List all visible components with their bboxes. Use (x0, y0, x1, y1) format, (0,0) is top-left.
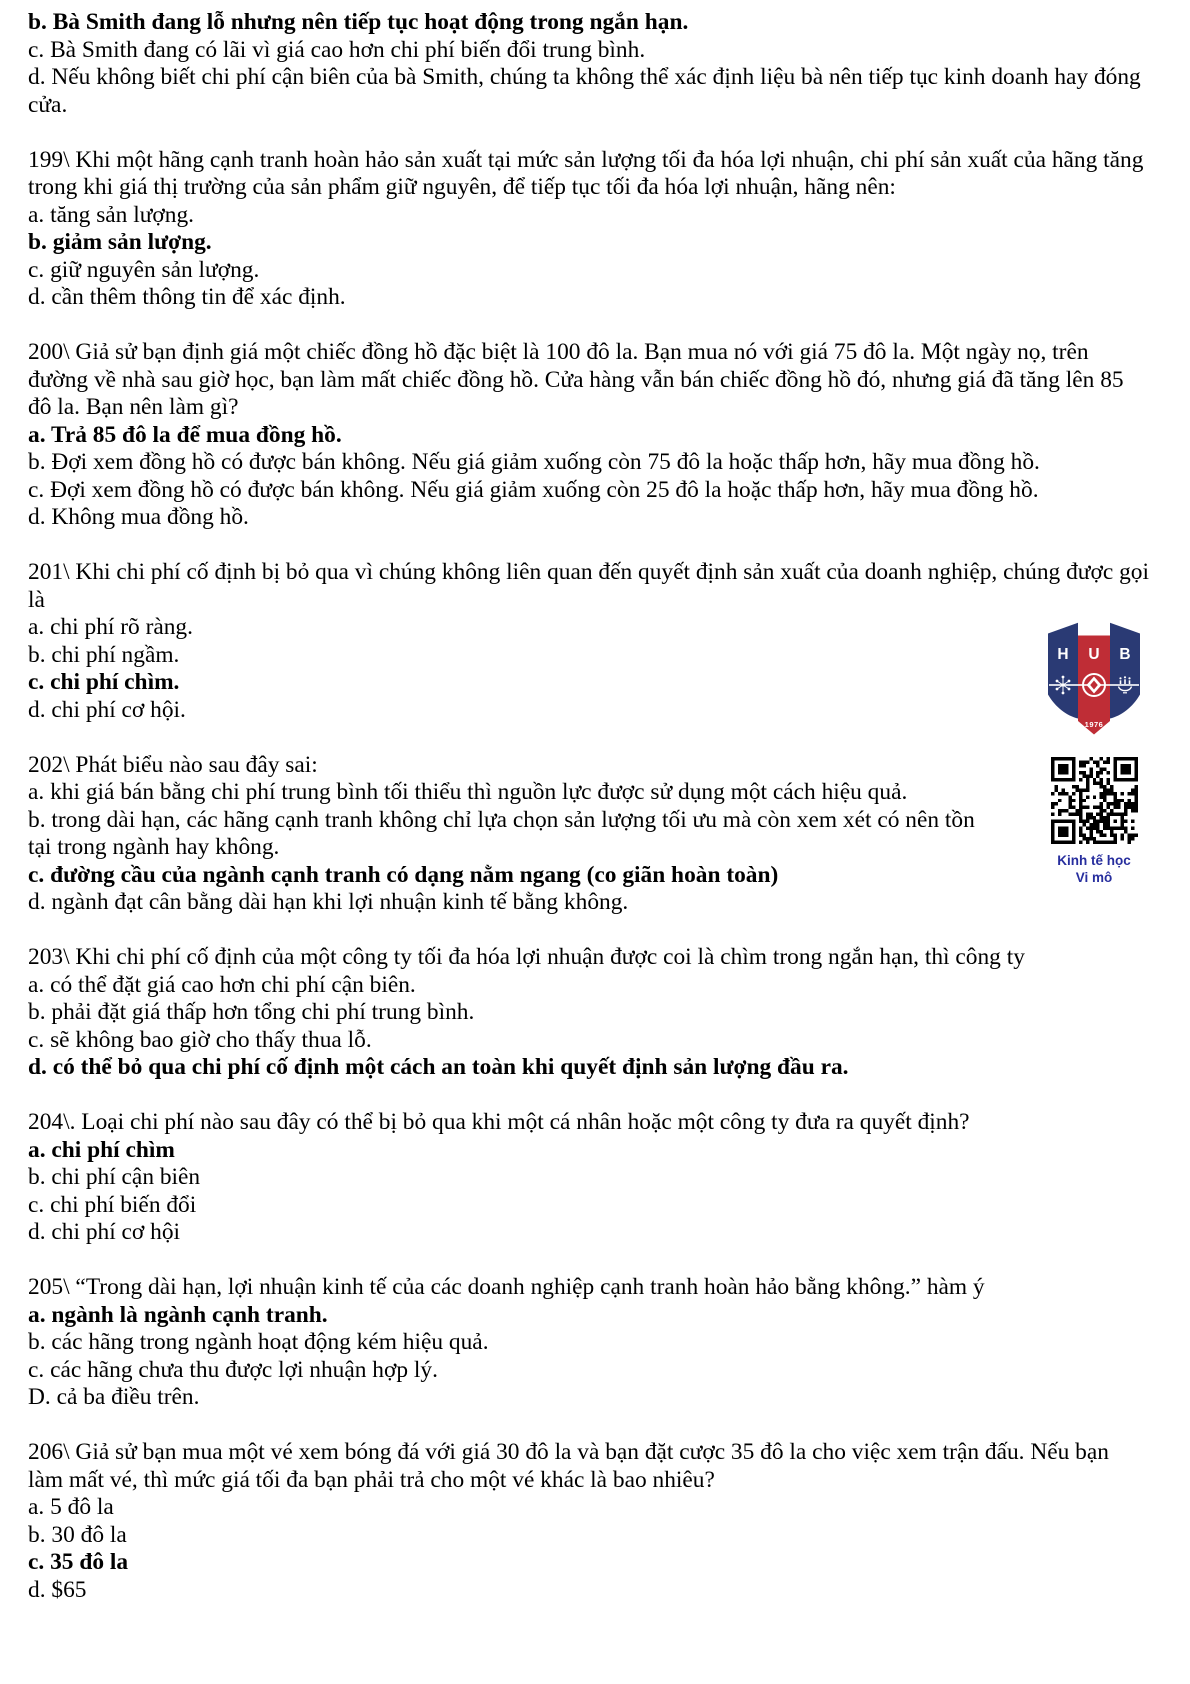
answer-option: d. cần thêm thông tin để xác định. (28, 284, 346, 310)
answer-option: b. Đợi xem đồng hồ có được bán không. Nếu giá giảm xuống còn 75 đô la hoặc thấp hơn, hãy mua đồng hồ. (28, 449, 1040, 475)
answer-option: b. giảm sản lượng. (28, 229, 212, 255)
qr-caption-line1: Kinh tế học (1057, 853, 1131, 868)
answer-option: c. Bà Smith đang có lãi vì giá cao hơn chi phí biến đổi trung bình. (28, 36, 646, 63)
answer-option: d. chi phí cơ hội (28, 1219, 181, 1245)
text-continuation: đường về nhà sau giờ học, bạn làm mất chiếc đồng hồ. Cửa hàng vẫn bán chiếc đồng hồ đó, nhưng giá đã tăng lên 85 (28, 366, 1124, 393)
answer-option: b. chi phí ngầm. (28, 641, 180, 668)
answer-option: b. các hãng trong ngành hoạt động kém hiệu quả. (28, 1329, 489, 1355)
answer-option: c. Đợi xem đồng hồ có được bán không. Nếu giá giảm xuống còn 25 đô la hoặc thấp hơn, hãy mua đồng hồ. (28, 476, 1039, 503)
question-text: 200\ Giả sử bạn định giá một chiếc đồng hồ đặc biệt là 100 đô la. Bạn mua nó với giá 75 đô la. Một ngày nọ, trên (28, 339, 1089, 365)
answer-option: b. phải đặt giá thấp hơn tổng chi phí trung bình. (28, 999, 475, 1025)
answer-option: c. sẽ không bao giờ cho thấy thua lỗ. (28, 1026, 372, 1053)
answer-option: d. chi phí cơ hội. (28, 696, 186, 723)
answer-option: d. ngành đạt cân bằng dài hạn khi lợi nhuận kinh tế bằng không. (28, 889, 629, 915)
qr-caption-line2: Vi mô (1075, 870, 1113, 885)
answer-option: D. cả ba điều trên. (28, 1384, 200, 1410)
text-block-q206 (28, 1439, 1178, 1604)
answer-option: d. Không mua đồng hồ. (28, 504, 249, 530)
qr-code (1051, 757, 1138, 844)
answer-option: b. trong dài hạn, các hãng cạnh tranh không chỉ lựa chọn sản lượng tối ưu mà còn xem xét có nên tồn (28, 806, 975, 833)
answer-option: b. chi phí cận biên (28, 1164, 201, 1190)
logo-left-band (1048, 623, 1078, 719)
answer-option: c. đường cầu của ngành cạnh tranh có dạng nằm ngang (co giãn hoàn toàn) (28, 861, 779, 888)
logo-letter-h: H (1057, 646, 1069, 663)
question-list (28, 9, 1178, 1604)
qr-caption (1048, 852, 1140, 886)
text-continuation: tại trong ngành hay không. (28, 834, 280, 860)
answer-option: a. Trả 85 đô la để mua đồng hồ. (28, 421, 342, 448)
answer-option: d. $65 (28, 1576, 87, 1603)
answer-option: c. 35 đô la (28, 1549, 129, 1575)
branding-block (1048, 622, 1140, 886)
text-block-intro-options (28, 9, 1178, 119)
text-continuation: làm mất vé, thì mức giá tối đa bạn phải trả cho một vé khác là bao nhiêu? (28, 1466, 715, 1493)
logo-right-band (1110, 623, 1140, 719)
answer-option: a. khi giá bán bằng chi phí trung bình tối thiểu thì nguồn lực được sử dụng một cách hiệu quả. (28, 779, 908, 805)
text-continuation: đô la. Bạn nên làm gì? (28, 394, 239, 420)
answer-option: d. Nếu không biết chi phí cận biên của bà Smith, chúng ta không thể xác định liệu bà nên tiếp tục kinh doanh hay đóng (28, 64, 1141, 90)
answer-option: d. có thể bỏ qua chi phí cố định một cách an toàn khi quyết định sản lượng đầu ra. (28, 1054, 849, 1080)
text-block-q202 (28, 752, 1178, 917)
question-text: 201\ Khi chi phí cố định bị bỏ qua vì chúng không liên quan đến quyết định sản xuất của doanh nghiệp, chúng được gọi (28, 559, 1149, 585)
answer-option: c. chi phí chìm. (28, 669, 180, 695)
text-block-q203 (28, 944, 1178, 1082)
text-continuation: cửa. (28, 91, 68, 118)
text-block-q205 (28, 1274, 1178, 1412)
question-text: 206\ Giả sử bạn mua một vé xem bóng đá với giá 30 đô la và bạn đặt cược 35 đô la cho việc xem trận đấu. Nếu bạn (28, 1439, 1109, 1465)
answer-option: c. giữ nguyên sản lượng. (28, 256, 260, 283)
answer-option: b. Bà Smith đang lỗ nhưng nên tiếp tục hoạt động trong ngắn hạn. (28, 9, 689, 35)
text-block-q204 (28, 1109, 1178, 1247)
answer-option: c. chi phí biến đổi (28, 1191, 197, 1218)
text-block-q201 (28, 559, 1178, 724)
question-text: 202\ Phát biểu nào sau đây sai: (28, 751, 318, 778)
question-text: 205\ “Trong dài hạn, lợi nhuận kinh tế của các doanh nghiệp cạnh tranh hoàn hảo bằng không.” hàm ý (28, 1274, 985, 1300)
answer-option: a. có thể đặt giá cao hơn chi phí cận biên. (28, 971, 416, 998)
logo-year: 1976 (1084, 720, 1104, 729)
text-block-q200 (28, 339, 1178, 532)
answer-option: a. chi phí chìm (28, 1136, 175, 1163)
text-continuation: trong khi giá thị trường của sản phẩm giữ nguyên, để tiếp tục tối đa hóa lợi nhuận, hãng nên: (28, 174, 896, 200)
answer-option: a. chi phí rõ ràng. (28, 614, 193, 640)
question-text: 199\ Khi một hãng cạnh tranh hoàn hảo sản xuất tại mức sản lượng tối đa hóa lợi nhuận, chi phí sản xuất của hãng tăng (28, 146, 1144, 173)
hub-university-logo (1048, 622, 1140, 735)
answer-option: b. 30 đô la (28, 1521, 127, 1548)
logo-letter-u: U (1088, 646, 1100, 663)
text-block-q199 (28, 147, 1178, 312)
text-continuation: là (28, 586, 45, 613)
answer-option: c. các hãng chưa thu được lợi nhuận hợp lý. (28, 1356, 438, 1383)
question-text: 203\ Khi chi phí cố định của một công ty tối đa hóa lợi nhuận được coi là chìm trong ngắn hạn, thì công ty (28, 944, 1025, 970)
logo-letter-b: B (1119, 646, 1131, 663)
answer-option: a. ngành là ngành cạnh tranh. (28, 1301, 328, 1328)
question-text: 204\. Loại chi phí nào sau đây có thể bị bỏ qua khi một cá nhân hoặc một công ty đưa ra quyết định? (28, 1109, 970, 1135)
answer-option: a. tăng sản lượng. (28, 201, 195, 228)
answer-option: a. 5 đô la (28, 1494, 114, 1520)
